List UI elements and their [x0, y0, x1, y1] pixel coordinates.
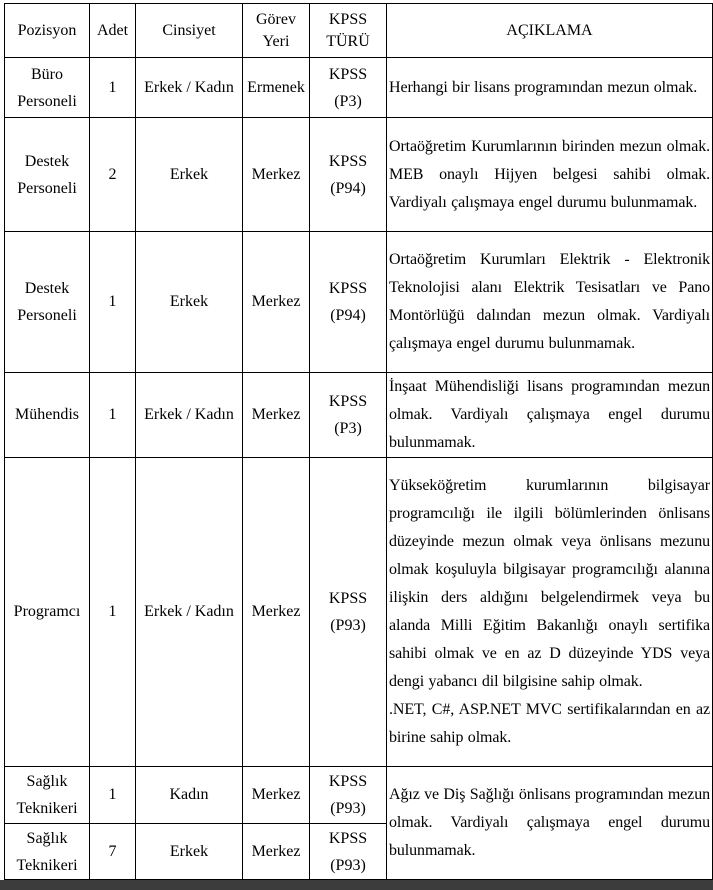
table-row [5, 118, 713, 232]
cell-gorev-yeri: Merkez [243, 232, 310, 373]
header-cinsiyet: Cinsiyet [136, 4, 243, 58]
cell-aciklama: İnşaat Mühendisliği lisans programından mezun olmak. Vardiyalı çalışmaya engel durumu bulunmamak. [387, 373, 713, 458]
cell-aciklama: Ortaöğretim Kurumları Elektrik - Elektronik Teknolojisi alanı Elektrik Tesisatları ve Pano Montörlüğü dalından mezun olmak. Vardiyalı çalışmaya engel durumu bulunmamak. [387, 232, 713, 373]
cell-cinsiyet: Erkek / Kadın [136, 58, 243, 118]
cell-adet: 1 [90, 58, 136, 118]
cell-adet: 7 [90, 824, 136, 880]
header-gorev-line2: Yeri [262, 32, 290, 50]
cell-kpss: KPSS (P94) [310, 232, 387, 373]
header-row [5, 4, 713, 58]
cell-cinsiyet: Kadın [136, 767, 243, 824]
bottom-bar [0, 880, 713, 890]
table-row [5, 232, 713, 373]
cell-pozisyon: Programcı [5, 458, 90, 767]
header-gorev-line1: Görev [256, 10, 296, 28]
cell-gorev-yeri: Merkez [243, 458, 310, 767]
cell-adet: 1 [90, 232, 136, 373]
cell-kpss: KPSS (P3) [310, 373, 387, 458]
cell-aciklama-shared: Ağız ve Diş Sağlığı önlisans programından mezun olmak. Vardiyalı çalışmaya engel durumu bulunmamak. [387, 767, 713, 880]
cell-cinsiyet: Erkek / Kadın [136, 373, 243, 458]
header-adet: Adet [90, 4, 136, 58]
cell-pozisyon: Sağlık Teknikeri [5, 767, 90, 824]
cell-gorev-yeri: Merkez [243, 118, 310, 232]
cell-adet: 1 [90, 767, 136, 824]
cell-aciklama: Herhangi bir lisans programından mezun olmak. [387, 58, 713, 118]
cell-kpss: KPSS (P94) [310, 118, 387, 232]
cell-pozisyon: Büro Personeli [5, 58, 90, 118]
cell-adet: 2 [90, 118, 136, 232]
cell-gorev-yeri: Merkez [243, 767, 310, 824]
header-aciklama: AÇIKLAMA [387, 4, 713, 58]
cell-kpss: KPSS (P3) [310, 58, 387, 118]
header-kpss-line2: TÜRÜ [326, 32, 370, 50]
cell-pozisyon: Destek Personeli [5, 232, 90, 373]
cell-cinsiyet: Erkek [136, 824, 243, 880]
cell-kpss: KPSS (P93) [310, 458, 387, 767]
header-pozisyon: Pozisyon [5, 4, 90, 58]
cell-adet: 1 [90, 458, 136, 767]
header-gorev-yeri [243, 4, 310, 58]
table-row [5, 767, 713, 824]
cell-gorev-yeri: Merkez [243, 373, 310, 458]
table-row [5, 58, 713, 118]
cell-adet: 1 [90, 373, 136, 458]
cell-aciklama: Ortaöğretim Kurumlarının birinden mezun olmak. MEB onaylı Hijyen belgesi sahibi olmak. Vardiyalı çalışmaya engel durumu bulunmamak. [387, 118, 713, 232]
cell-aciklama: Yükseköğretim kurumlarının bilgisayar programcılığı ile ilgili bölümlerinden önlisans düzeyinde mezun olmak veya önlisans mezunu olmak koşuluyla bilgisayar programcılığı alanına ilişkin ders aldığını belgelendirmek veya bu alanda Milli Eğitim Bakanlığı onaylı sertifika sahibi olmak ve en az D düzeyinde YDS veya dengi yabancı dil bilgisine sahip olmak. .NET, C#, ASP.NET MVC sertifikalarından en az birine sahip olmak. [387, 458, 713, 767]
cell-cinsiyet: Erkek [136, 118, 243, 232]
cell-gorev-yeri: Merkez [243, 824, 310, 880]
header-kpss-line1: KPSS [328, 10, 368, 28]
cell-kpss: KPSS (P93) [310, 824, 387, 880]
cell-pozisyon: Destek Personeli [5, 118, 90, 232]
cell-pozisyon: Mühendis [5, 373, 90, 458]
header-kpss-turu [310, 4, 387, 58]
cell-cinsiyet: Erkek [136, 232, 243, 373]
table-row [5, 373, 713, 458]
cell-pozisyon: Sağlık Teknikeri [5, 824, 90, 880]
cell-cinsiyet: Erkek / Kadın [136, 458, 243, 767]
positions-table [4, 3, 713, 880]
cell-kpss: KPSS (P93) [310, 767, 387, 824]
table-row [5, 458, 713, 767]
cell-gorev-yeri: Ermenek [243, 58, 310, 118]
